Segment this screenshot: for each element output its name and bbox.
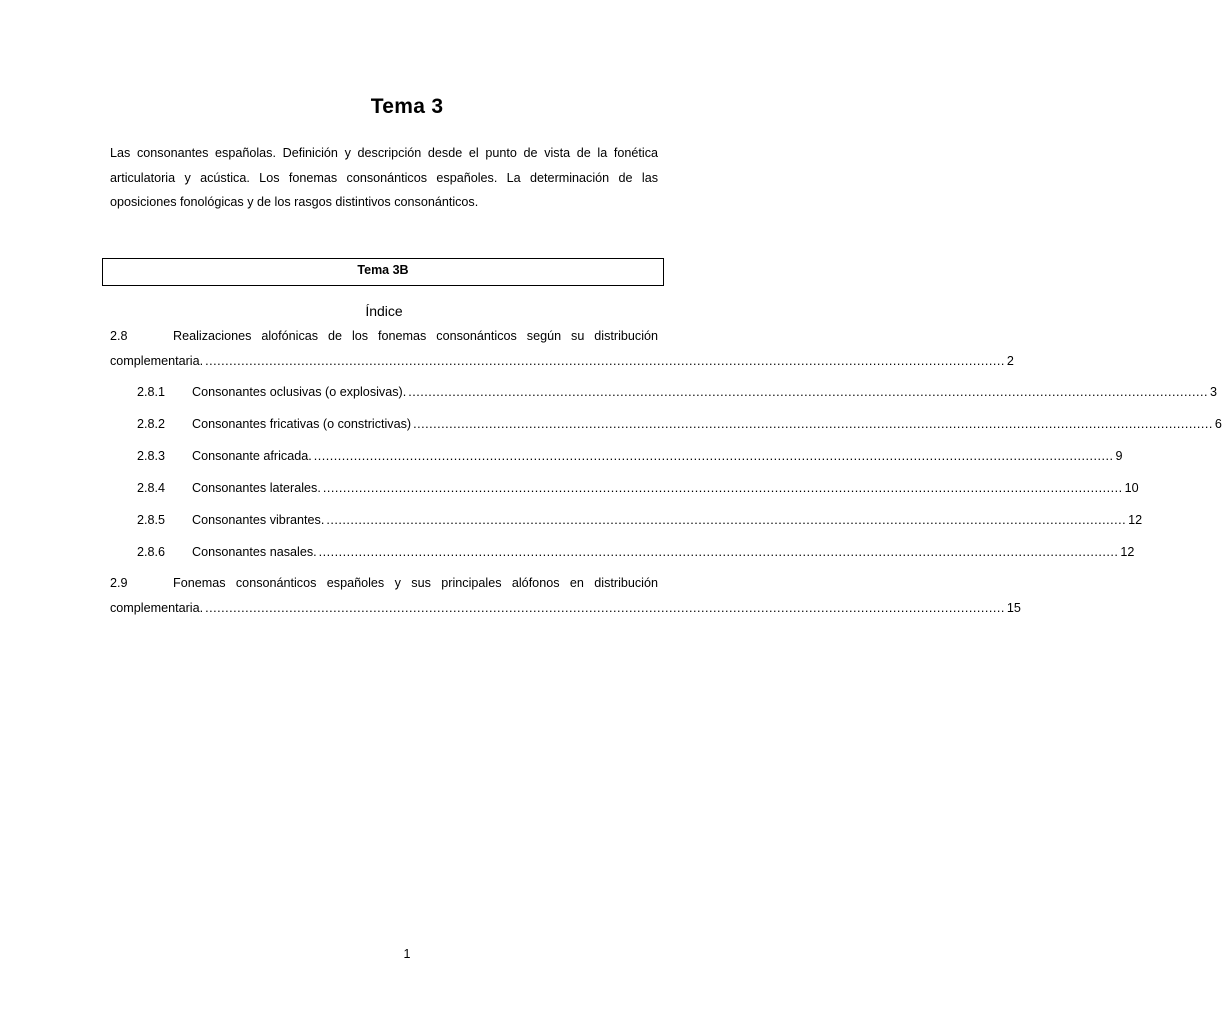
toc-entry-number: 2.8.1	[137, 385, 166, 399]
toc-page-number: 10	[1124, 481, 1139, 495]
toc-page-number: 2	[1006, 353, 1014, 368]
toc-entry-number: 2.8	[110, 329, 128, 343]
toc-leader-dots: ........................................................................................................................................................................................................	[413, 417, 1213, 431]
toc-entry-number: 2.8.3	[137, 449, 166, 463]
toc-page-number: 12	[1128, 513, 1143, 527]
toc-entry-2-8[interactable]	[110, 324, 1014, 373]
toc-leader-dots: ........................................................................................................................................................................................................	[326, 513, 1127, 527]
toc-leader-dots: ........................................................................................................................................................................................................	[318, 545, 1119, 559]
toc-entry-label-continued: complementaria.	[110, 600, 204, 615]
toc-entry-label: Fonemas consonánticos españoles y sus principales alófonos en distribución	[173, 576, 658, 590]
toc-entry-label: Consonantes oclusivas (o explosivas).	[192, 385, 407, 399]
page-number: 1	[403, 947, 411, 961]
toc-entry-2-8-2[interactable]	[137, 412, 1222, 437]
toc-entry-2-8-4[interactable]	[137, 476, 1139, 501]
toc-entry-2-8-3[interactable]	[137, 444, 1123, 469]
toc-page-number: 9	[1115, 449, 1123, 463]
toc-entry-2-9[interactable]	[110, 571, 1021, 620]
toc-page-number: 12	[1120, 545, 1135, 559]
toc-entry-label: Consonantes fricativas (o constrictivas)	[192, 417, 412, 431]
toc-entry-number: 2.8.5	[137, 513, 166, 527]
toc-entry-2-8-6[interactable]	[137, 540, 1135, 565]
intro-paragraph: Las consonantes españolas. Definición y descripción desde el punto de vista de la fonética articulatoria y acústica. Los fonemas consonánticos españoles. La determinación de las oposiciones fonológicas y de los rasgos distintivos consonánticos.	[110, 146, 658, 209]
toc-entry-label-continued: complementaria.	[110, 353, 204, 368]
toc-leader-dots: ........................................................................................................................................................................................................	[408, 385, 1208, 399]
toc-leader-dots: ........................................................................................................................................................................................................	[322, 481, 1123, 495]
toc-entry-number: 2.8.6	[137, 545, 166, 559]
toc-entry-label: Realizaciones alofónicas de los fonemas consonánticos según su distribución	[173, 329, 658, 343]
toc-leader-dots: ........................................................................................................................................................................................................	[205, 600, 1005, 615]
toc-entry-number: 2.8.2	[137, 417, 166, 431]
toc-leader-dots: ........................................................................................................................................................................................................	[205, 353, 1005, 368]
section-box	[102, 258, 664, 286]
toc-entry-label: Consonantes nasales.	[192, 545, 317, 559]
toc-page-number: 15	[1006, 600, 1021, 615]
section-box-title: Tema 3B	[357, 263, 409, 277]
toc-entry-number: 2.8.4	[137, 481, 166, 495]
toc-entry-number: 2.9	[110, 576, 128, 590]
toc-page-number: 3	[1210, 385, 1218, 399]
toc-entry-label: Consonante africada.	[192, 449, 312, 463]
toc-entry-2-8-5[interactable]	[137, 508, 1143, 533]
document-title: Tema 3	[370, 95, 444, 118]
toc-entry-label: Consonantes vibrantes.	[192, 513, 325, 527]
toc-entry-label: Consonantes laterales.	[192, 481, 321, 495]
toc-heading: Índice	[365, 303, 403, 319]
toc-page-number: 6	[1214, 417, 1222, 431]
toc-entry-2-8-1[interactable]	[137, 380, 1218, 405]
toc-leader-dots: ........................................................................................................................................................................................................	[313, 449, 1114, 463]
